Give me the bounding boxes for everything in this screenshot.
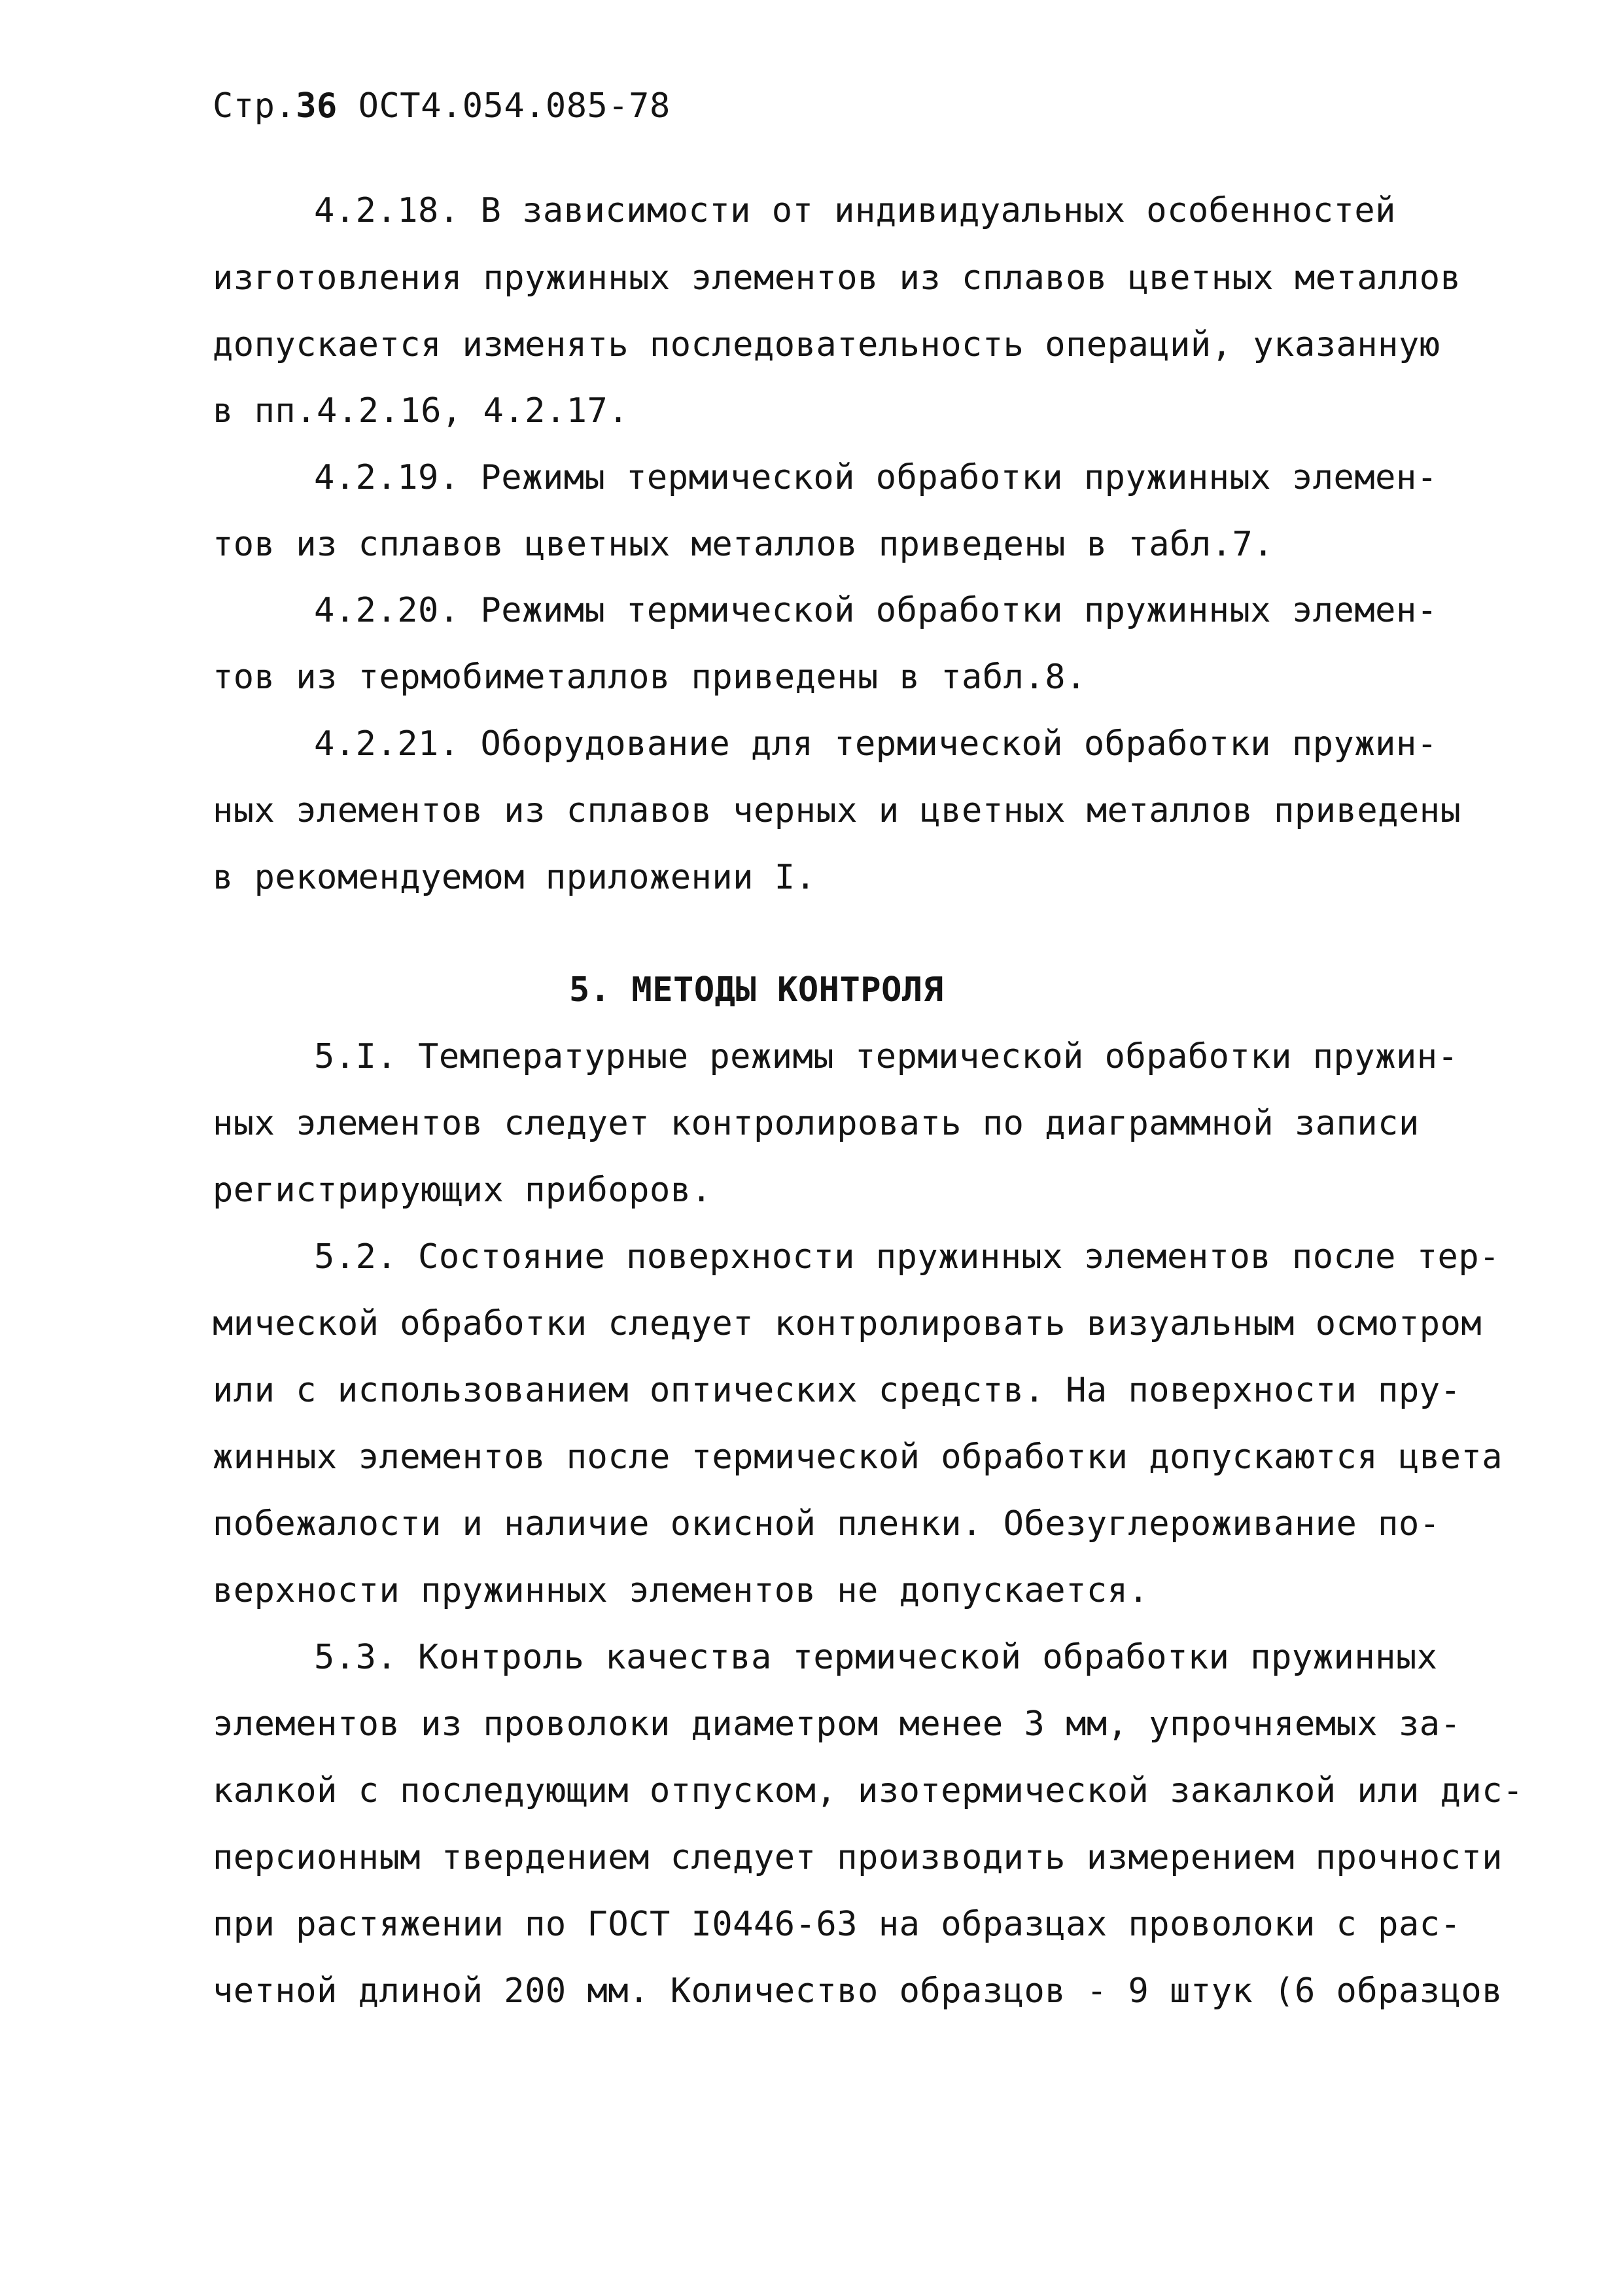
paragraph-line: изготовления пружинных элементов из сплавов цветных металлов [213,258,1461,298]
paragraph-line: тов из сплавов цветных металлов приведены в табл.7. [213,525,1274,564]
paragraph-line: 5.2. Состояние поверхности пружинных элементов после тер- [314,1237,1500,1277]
paragraph-line: 5.3. Контроль качества термической обработки пружинных [314,1638,1438,1677]
page-number: 36 [296,86,338,126]
paragraph-line: побежалости и наличие окисной пленки. Обезуглероживание по- [213,1504,1440,1544]
paragraph-line: в пп.4.2.16, 4.2.17. [213,391,629,431]
section-heading: 5. МЕТОДЫ КОНТРОЛЯ [569,970,944,1010]
paragraph-line: 4.2.21. Оборудование для термической обработки пружин- [314,724,1438,764]
paragraph-line: калкой с последующим отпуском, изотермической закалкой или дис- [213,1771,1524,1810]
paragraph-line: регистрирующих приборов. [213,1171,712,1210]
paragraph-line: в рекомендуемом приложении I. [213,858,816,897]
standard-number: ОСТ4.054.085-78 [337,86,671,126]
paragraph-line: жинных элементов после термической обработки допускаются цвета [213,1438,1503,1477]
paragraph-line: ных элементов из сплавов черных и цветных металлов приведены [213,791,1461,830]
paragraph-line: персионным твердением следует производить измерением прочности [213,1838,1503,1877]
page-header [213,86,671,126]
paragraph-line: 4.2.19. Режимы термической обработки пружинных элемен- [314,458,1438,497]
paragraph-line: 4.2.20. Режимы термической обработки пружинных элемен- [314,591,1438,630]
paragraph-line: верхности пружинных элементов не допускается. [213,1571,1149,1610]
paragraph-line: 4.2.18. В зависимости от индивидуальных особенностей [314,191,1396,230]
paragraph-line: элементов из проволоки диаметром менее 3 мм, упрочняемых за- [213,1704,1461,1744]
paragraph-line: четной длиной 200 мм. Количество образцов - 9 штук (6 образцов [213,1971,1503,2011]
paragraph-line: мической обработки следует контролировать визуальным осмотром [213,1304,1482,1343]
paragraph-line: 5.I. Температурные режимы термической обработки пружин- [314,1037,1459,1076]
paragraph-line: или с использованием оптических средств. На поверхности пру- [213,1371,1461,1410]
page-prefix: Стр. [213,86,296,126]
paragraph-line: допускается изменять последовательность операций, указанную [213,325,1440,364]
paragraph-line: при растяжении по ГОСТ I0446-63 на образцах проволоки с рас- [213,1905,1461,1944]
paragraph-line: тов из термобиметаллов приведены в табл.8. [213,658,1087,697]
paragraph-line: ных элементов следует контролировать по диаграммной записи [213,1104,1420,1143]
